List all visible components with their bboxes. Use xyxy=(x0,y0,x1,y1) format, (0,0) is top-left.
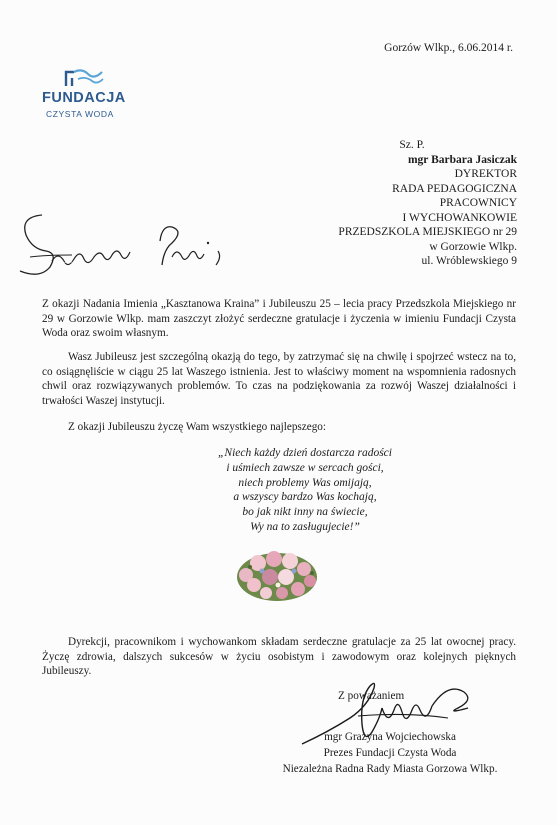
flower-bouquet-image xyxy=(232,545,322,605)
recipient-block xyxy=(257,138,517,269)
paragraph-congratulations: Dyrekcji, pracownikom i wychowankom składam serdeczne gratulacje za 25 lat owocnej pracy. Życzę zdrowia, dalszych sukcesów w życiu osobistym i zawodowym oraz kolejnych pięknych Jubileuszy. xyxy=(42,636,516,678)
signer-block xyxy=(260,729,520,777)
handwritten-greeting xyxy=(12,205,234,283)
paragraph-intro: Z okazji Nadania Imienia „Kasztanowa Kraina” i Jubileuszu 25 – lecia pracy Przedszkola Miejskiego nr 29 w Gorzowie Wlkp. mam zaszczyt złożyć serdeczne gratulacje i życzenia w imieniu Fundacji Czysta Woda oraz swoim własnym. xyxy=(42,298,516,340)
poem-line: Wy na to zasługujecie!” xyxy=(250,520,360,533)
recipient-line: PRZEDSZKOLA MIEJSKIEGO nr 29 xyxy=(338,226,517,238)
logo-name: FUNDACJA xyxy=(42,90,126,106)
recipient-line: w Gorzowie Wlkp. xyxy=(429,240,517,253)
poem-line: bo jak nikt inny na świecie, xyxy=(242,506,368,519)
poem-line: niech problemy Was omijają, xyxy=(238,476,372,489)
place-date: Gorzów Wlkp., 6.06.2014 r. xyxy=(384,42,513,54)
paragraph-jubilee: Wasz Jubileusz jest szczególną okazją do tego, by zatrzymać się na chwilę i spojrzeć wstecz na to, co osiągnęliście w ciągu 25 lat Waszego istnienia. Jest to właściwy moment na wspomnienia radosnych chwil oraz rozwiązywanych problemów. To czas na podziękowania za rozwój Waszej działalności i trwałości Waszej instytucji. xyxy=(42,351,516,407)
paragraph-wishes-intro: Z okazji Jubileuszu życzę Wam wszystkiego najlepszego: xyxy=(68,421,326,433)
recipient-line: RADA PEDAGOGICZNA xyxy=(392,182,517,195)
recipient-line: ul. Wróblewskiego 9 xyxy=(421,255,517,267)
logo-subtitle: CZYSTA WODA xyxy=(46,109,114,119)
signer-name: mgr Grażyna Wojciechowska xyxy=(324,731,456,743)
signer-title: Prezes Fundacji Czysta Woda xyxy=(323,747,457,759)
foundation-logo xyxy=(42,66,132,128)
poem-line: „Niech każdy dzień dostarcza radości xyxy=(218,447,392,459)
poem-line: a wszyscy bardzo Was kochają, xyxy=(233,491,377,504)
greeting-text: Szanowna Pani, xyxy=(60,262,76,264)
closing-phrase: Z poważaniem xyxy=(338,690,405,702)
recipient-line: I WYCHOWANKOWIE xyxy=(402,211,517,224)
poem-line: i uśmiech zawsze w sercach gości, xyxy=(226,461,384,474)
signer-role: Niezależna Radna Rady Miasta Gorzowa Wlkp. xyxy=(282,763,498,775)
recipient-line: DYREKTOR xyxy=(454,168,517,180)
recipient-line: PRACOWNICY xyxy=(439,197,517,209)
poem xyxy=(150,446,460,535)
logo-mark-icon xyxy=(62,66,106,90)
recipient-name: mgr Barbara Jasiczak xyxy=(407,153,517,166)
recipient-salutation: Sz. P. xyxy=(399,139,425,151)
